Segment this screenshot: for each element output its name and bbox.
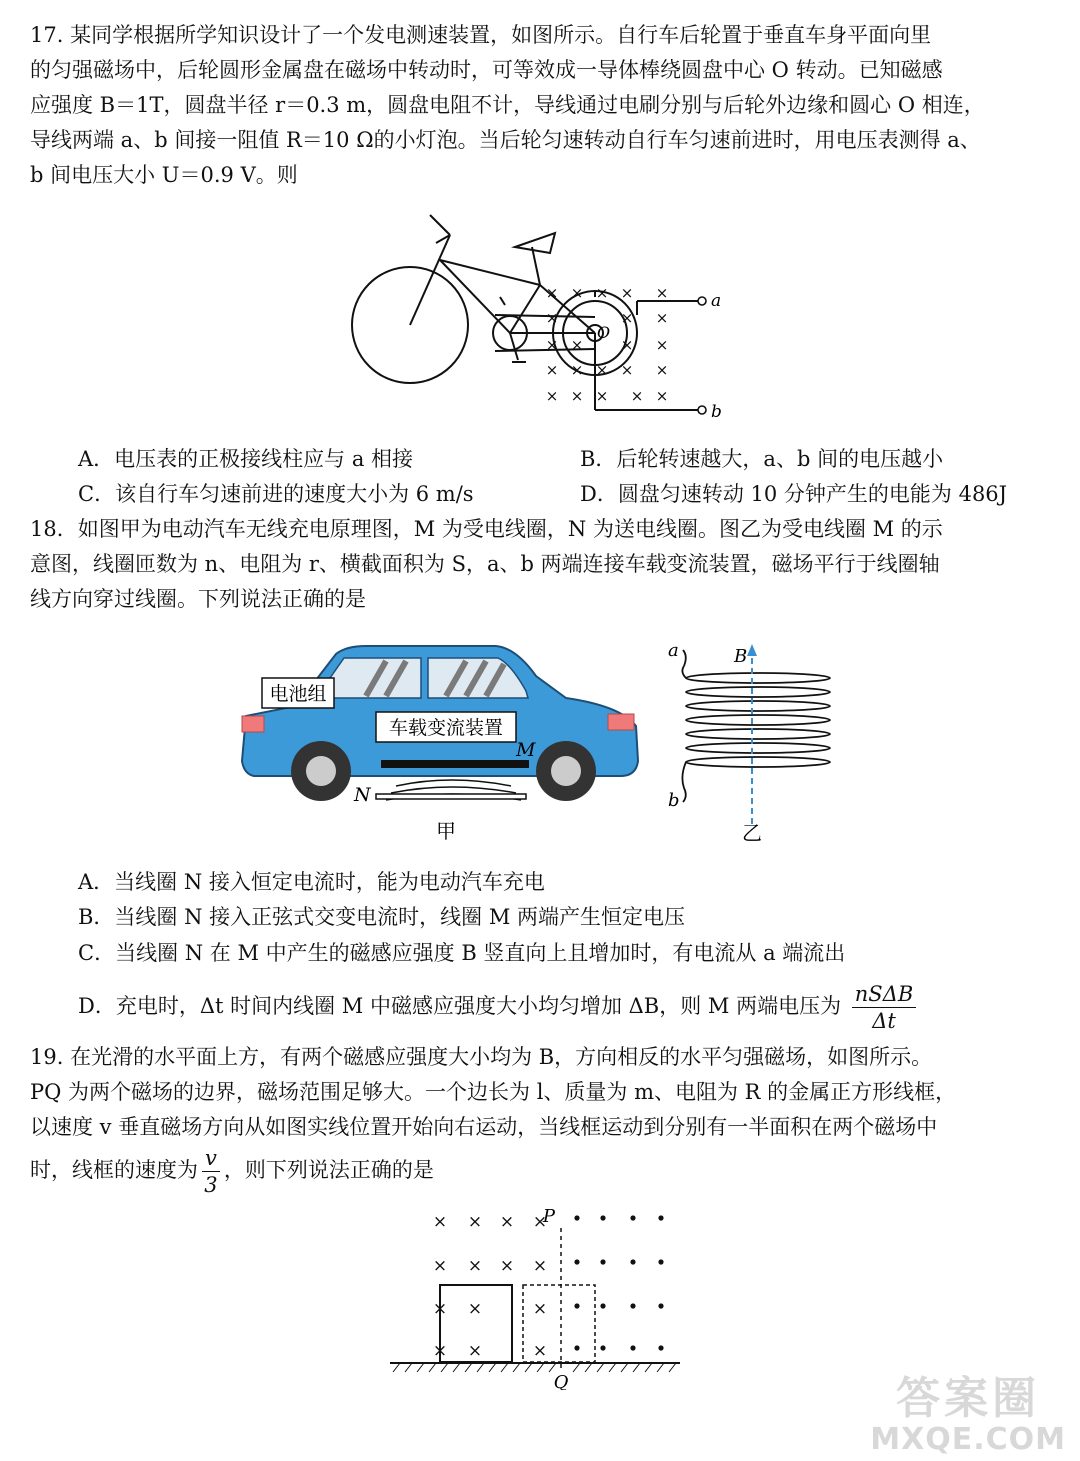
q17-line-3: 应强度 B＝1T，圆盘半径 r＝0.3 m，圆盘电阻不计，导线通过电刷分别与后轮外边缘和圆心 O 相连， <box>30 93 985 117</box>
svg-text:×: × <box>655 309 669 327</box>
battery-label: 电池组 <box>269 683 327 705</box>
q18-coil-figure <box>660 636 840 846</box>
svg-text:×: × <box>467 1299 483 1319</box>
q18-option-a: A．当线圈 N 接入恒定电流时，能为电动汽车充电 <box>78 870 545 894</box>
q17-option-c: C．该自行车匀速前进的速度大小为 6 m/s <box>78 482 474 506</box>
q18-line-1: 18．如图甲为电动汽车无线充电原理图，M 为受电线圈，N 为送电线圈。图乙为受电线圈 M 的示 <box>30 517 943 541</box>
q17-line-5: b 间电压大小 U＝0.9 V。则 <box>30 163 298 187</box>
svg-text:×: × <box>655 361 669 379</box>
q18-stem <box>30 512 1050 617</box>
label-q: Q <box>553 1372 569 1390</box>
caption-yi: 乙 <box>742 821 762 845</box>
q19-last-suffix: ，则下列说法正确的是 <box>223 1158 434 1182</box>
svg-text:×: × <box>595 284 609 302</box>
q18-option-c: C．当线圈 N 在 M 中产生的磁感应强度 B 竖直向上且增加时，有电流从 a 端流出 <box>78 941 846 965</box>
q19-last-prefix: 时，线框的速度为 <box>30 1158 198 1182</box>
converter-label: 车载变流装置 <box>388 717 504 739</box>
q17-option-b: B．后轮转速越大，a、b 间的电压越小 <box>580 447 944 471</box>
svg-text:×: × <box>570 387 584 405</box>
q17-option-a: A．电压表的正极接线柱应与 a 相接 <box>78 447 414 471</box>
svg-text:×: × <box>655 336 669 354</box>
caption-jia: 甲 <box>436 819 456 843</box>
q18-option-d <box>78 978 920 1034</box>
label-m: M <box>516 739 536 761</box>
q18-line-3: 线方向穿过线圈。下列说法正确的是 <box>30 587 366 611</box>
svg-text:×: × <box>655 284 669 302</box>
svg-text:×: × <box>432 1299 448 1319</box>
svg-text:×: × <box>467 1341 483 1361</box>
q19-velocity-fraction <box>202 1145 220 1198</box>
svg-text:×: × <box>499 1212 515 1232</box>
svg-text:×: × <box>620 336 634 354</box>
svg-text:×: × <box>432 1256 448 1276</box>
svg-text:×: × <box>432 1212 448 1232</box>
q19-last-line <box>30 1142 1050 1198</box>
coil-label-a: a <box>668 640 679 661</box>
svg-text:×: × <box>570 361 584 379</box>
svg-text:×: × <box>620 309 634 327</box>
q19-frac-num: v <box>202 1145 220 1172</box>
q17-bicycle-figure <box>340 205 740 435</box>
svg-text:×: × <box>545 284 559 302</box>
svg-text:×: × <box>499 1256 515 1276</box>
q18-option-d-fraction <box>852 981 917 1034</box>
q17-label-a: a <box>711 291 722 311</box>
q18-option-d-numerator: nSΔB <box>852 981 917 1008</box>
label-n: N <box>354 784 371 806</box>
q17-line-2: 的匀强磁场中，后轮圆形金属盘在磁场中转动时，可等效成一导体棒绕圆盘中心 O 转动。已知磁感 <box>30 58 943 82</box>
coil-label-b: b <box>668 790 680 811</box>
q19-line-3: 以速度 v 垂直磁场方向从如图实线位置开始向右运动，当线框运动到分别有一半面积在两个磁场中 <box>30 1115 938 1139</box>
svg-text:×: × <box>595 387 609 405</box>
coil-label-B: B <box>734 646 748 667</box>
svg-text:×: × <box>570 284 584 302</box>
svg-text:×: × <box>595 361 609 379</box>
q19-stem <box>30 1040 1050 1145</box>
q18-option-d-text: D．充电时，Δt 时间内线圈 M 中磁感应强度大小均匀增加 ΔB，则 M 两端电压为 <box>78 994 842 1018</box>
svg-text:×: × <box>532 1256 548 1276</box>
svg-text:×: × <box>532 1212 548 1232</box>
svg-text:×: × <box>545 336 559 354</box>
svg-text:×: × <box>467 1256 483 1276</box>
svg-text:×: × <box>620 284 634 302</box>
q19-frac-den: 3 <box>204 1173 218 1197</box>
q18-option-d-denominator: Δt <box>872 1009 896 1033</box>
svg-text:×: × <box>620 361 634 379</box>
svg-text:×: × <box>545 387 559 405</box>
svg-text:×: × <box>630 387 644 405</box>
q19-field-figure <box>385 1200 685 1390</box>
q17-stem <box>30 18 1050 193</box>
q17-line-4: 导线两端 a、b 间接一阻值 R＝10 Ω的小灯泡。当后轮匀速转动自行车匀速前进时，用电压表测得 a、 <box>30 128 981 152</box>
svg-text:×: × <box>545 309 559 327</box>
q17-option-d: D．圆盘匀速转动 10 分钟产生的电能为 486J <box>580 482 1008 506</box>
q18-option-b: B．当线圈 N 接入正弦式交变电流时，线圈 M 两端产生恒定电压 <box>78 905 686 929</box>
svg-text:×: × <box>570 336 584 354</box>
svg-text:×: × <box>467 1212 483 1232</box>
watermark-logo <box>870 1375 1066 1457</box>
q18-line-2: 意图，线圈匝数为 n、电阻为 r、横截面积为 S，a、b 两端连接车载变流装置，磁场平行于线圈轴 <box>30 552 940 576</box>
q18-car-figure <box>236 636 646 846</box>
q17-line-1: 17. 某同学根据所学知识设计了一个发电测速装置，如图所示。自行车后轮置于垂直车身平面向里 <box>30 23 932 47</box>
q19-line-2: PQ 为两个磁场的边界，磁场范围足够大。一个边长为 l、质量为 m、电阻为 R 的金属正方形线框， <box>30 1080 957 1104</box>
svg-text:×: × <box>432 1341 448 1361</box>
svg-text:×: × <box>655 387 669 405</box>
watermark-line-1: 答案圈 <box>896 1373 1041 1424</box>
q17-label-b: b <box>711 402 722 422</box>
q17-label-o: O <box>597 323 611 342</box>
watermark-line-2: MXQE.COM <box>870 1422 1066 1457</box>
label-p: P <box>542 1206 555 1227</box>
svg-text:×: × <box>532 1341 548 1361</box>
svg-text:×: × <box>532 1299 548 1319</box>
q19-line-1: 19. 在光滑的水平面上方，有两个磁感应强度大小均为 B，方向相反的水平匀强磁场，如图所示。 <box>30 1045 933 1069</box>
svg-text:×: × <box>545 361 559 379</box>
